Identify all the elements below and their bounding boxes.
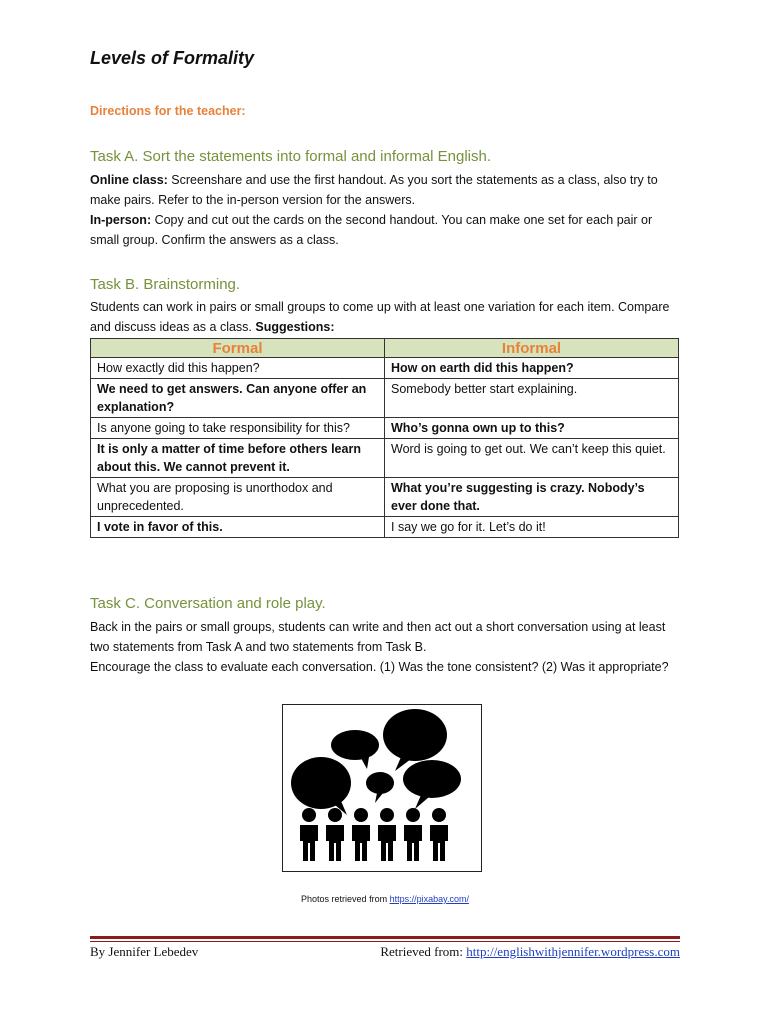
formal-cell: I vote in favor of this. (91, 517, 385, 538)
table-row (91, 379, 679, 418)
formal-header: Formal (91, 339, 385, 358)
formal-cell: We need to get answers. Can anyone offer an explanation? (91, 379, 385, 418)
footer-source (380, 944, 680, 960)
suggestions-label: Suggestions: (255, 320, 335, 334)
footer-retrieved-label: Retrieved from: (380, 944, 467, 959)
footer-rule-thick (90, 936, 680, 939)
informal-cell: Somebody better start explaining. (385, 379, 679, 418)
formal-cell: It is only a matter of time before others learn about this. We cannot prevent it. (91, 439, 385, 478)
informal-cell: What you’re suggesting is crazy. Nobody’s ever done that. (385, 478, 679, 517)
document-page (90, 0, 680, 1024)
footer-rule-thin (90, 941, 680, 942)
table-row (91, 517, 679, 538)
directions-heading: Directions for the teacher: (90, 104, 246, 118)
task-a-online-paragraph (90, 170, 682, 210)
task-c-paragraph-1: Back in the pairs or small groups, students can write and then act out a short conversation using at least two statements from Task A and two statements from Task B. (90, 620, 666, 654)
suggestions-table (90, 338, 679, 538)
table-row (91, 439, 679, 478)
formal-cell: How exactly did this happen? (91, 358, 385, 379)
task-c-paragraph-2: Encourage the class to evaluate each conversation. (1) Was the tone consistent? (2) Was it appropriate? (90, 660, 669, 674)
formal-cell: What you are proposing is unorthodox and unprecedented. (91, 478, 385, 517)
task-b-intro-text: Students can work in pairs or small groups to come up with at least one variation for each item. Compare and discuss ideas as a class. (90, 300, 670, 334)
informal-cell: How on earth did this happen? (385, 358, 679, 379)
informal-header: Informal (385, 339, 679, 358)
online-label: Online class: (90, 173, 168, 187)
task-c-heading: Task C. Conversation and role play. (90, 595, 326, 612)
online-text: Screenshare and use the first handout. As you sort the statements as a class, also try to make pairs. Refer to the in-person version for the answers. (90, 173, 658, 207)
informal-cell: Who’s gonna own up to this? (385, 418, 679, 439)
people-speech-bubbles-icon (282, 704, 482, 872)
footer-author: By Jennifer Lebedev (90, 944, 199, 959)
table-header-row (91, 339, 679, 358)
table-body (91, 358, 679, 538)
task-b-intro (90, 297, 682, 337)
footer-blog-link[interactable]: http://englishwithjennifer.wordpress.com (466, 944, 680, 959)
formal-cell: Is anyone going to take responsibility for this? (91, 418, 385, 439)
task-b-heading: Task B. Brainstorming. (90, 276, 241, 293)
table-row (91, 358, 679, 379)
informal-cell: Word is going to get out. We can’t keep this quiet. (385, 439, 679, 478)
task-a-heading: Task A. Sort the statements into formal and informal English. (90, 148, 492, 165)
table-row (91, 418, 679, 439)
page-title: Levels of Formality (90, 48, 255, 68)
photo-caption (90, 894, 680, 904)
inperson-text: Copy and cut out the cards on the second handout. You can make one set for each pair or small group. Confirm the answers as a class. (90, 213, 653, 247)
task-a-inperson-paragraph (90, 210, 682, 250)
pixabay-link[interactable]: https://pixabay.com/ (389, 894, 469, 904)
caption-text: Photos retrieved from (301, 894, 390, 904)
table-row (91, 478, 679, 517)
informal-cell: I say we go for it. Let’s do it! (385, 517, 679, 538)
inperson-label: In-person: (90, 213, 152, 227)
